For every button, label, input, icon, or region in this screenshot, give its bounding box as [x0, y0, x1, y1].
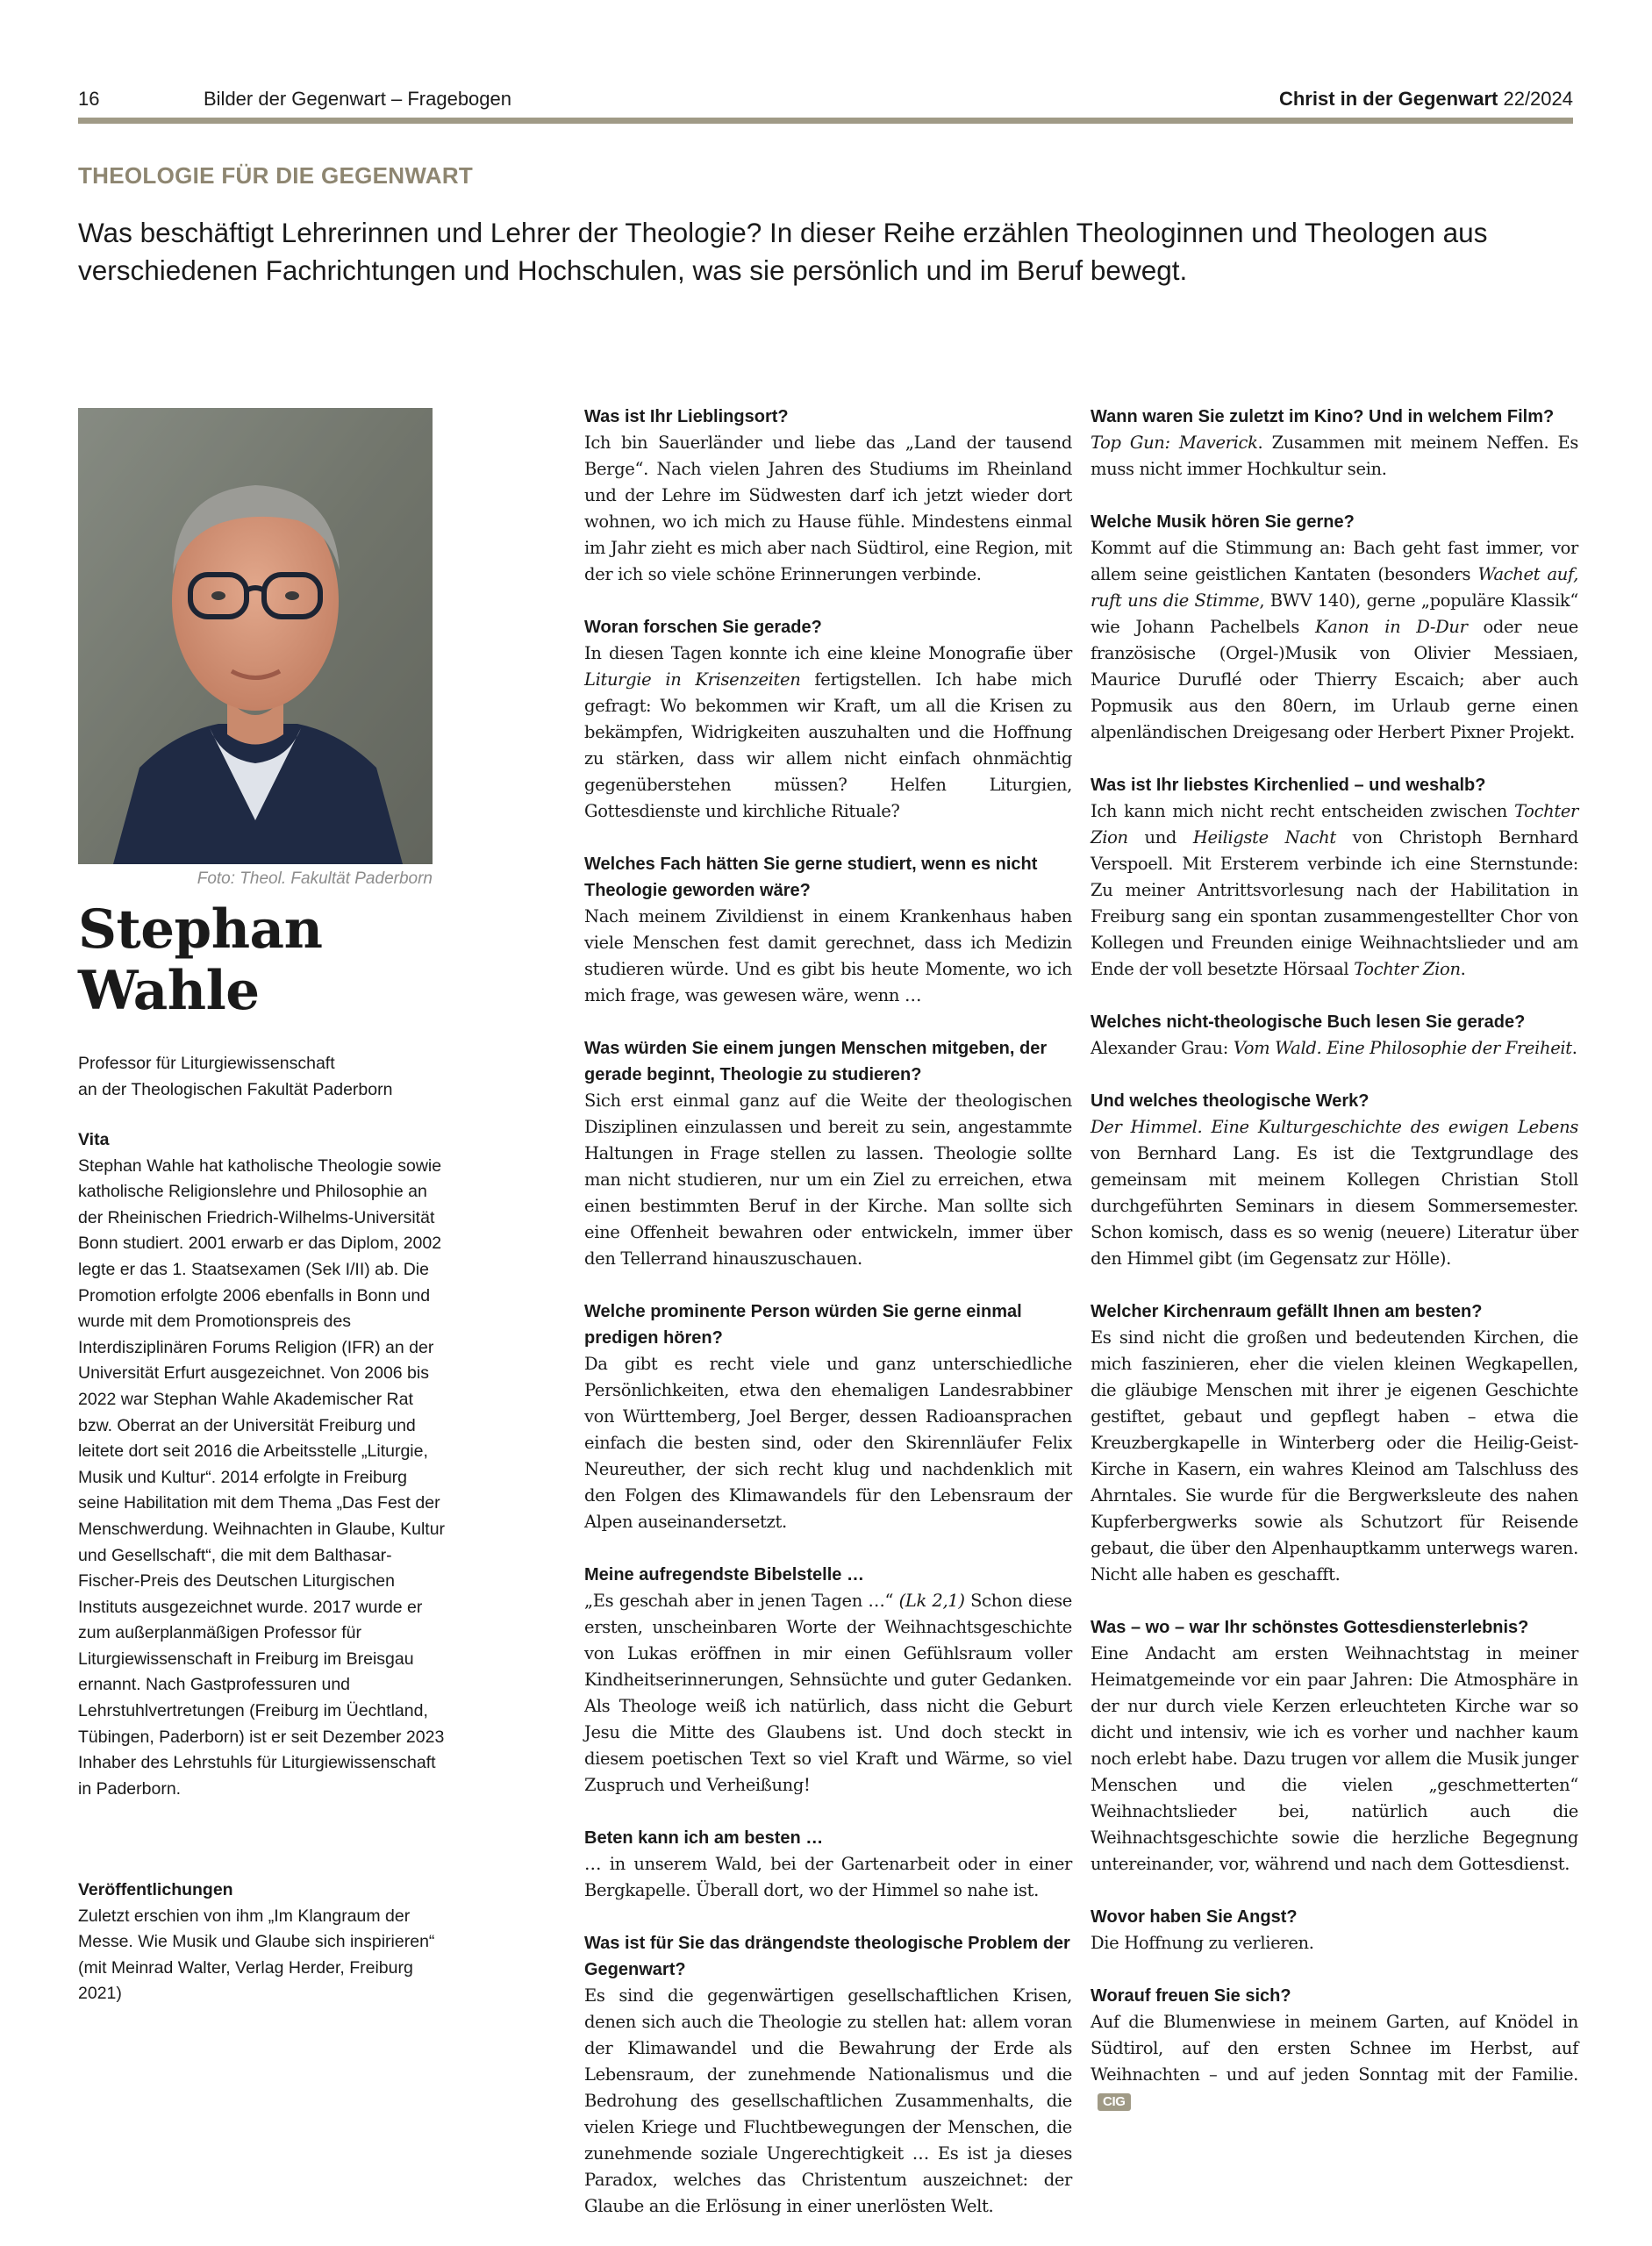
- question: Und welches theologische Werk?: [1091, 1091, 1370, 1111]
- answer: Ich bin Sauerländer und liebe das „Land der tausend Berge“. Nach vielen Jahren des Studiums im Rheinland und der Lehre im Südwesten darf ich jetzt wieder dort wohnen, wo ich mich zu Hause fühle. Mindestens einmal im Jahr zieht es mich aber nach Südtirol, eine Region, mit der ich so viele schöne Erinnerungen verbinde.: [584, 433, 1072, 584]
- publications-heading: Veröffentlichungen: [78, 1880, 233, 1899]
- answer: [584, 640, 1072, 825]
- person-name: [78, 899, 322, 1022]
- person-role: [78, 1050, 392, 1103]
- section-title: Bilder der Gegenwart – Fragebogen: [204, 88, 511, 110]
- answer: Es sind nicht die großen und bedeutenden Kirchen, die mich faszinieren, eher die vielen kleinen Wegkapellen, die gläubige Menschen mit ihrer je eigenen Geschichte gestiftet, gebaut und gepflegt haben – etwa die Kreuzbergkapelle in Winterberg oder die Heilig-Geist-Kirche in Kasern, ein wahres Kleinod am Talschluss des Ahrntales. Sie wurde für die Bergwerksleute des nahen Kupferbergwerks sowie als Schutzort für Reisende gebaut, die über den Alpenhauptkamm unterwegs waren. Nicht alle haben es geschafft.: [1091, 1327, 1578, 1584]
- film-title: Top Gun: Maverick: [1091, 433, 1258, 453]
- header-rule: [78, 118, 1573, 124]
- series-kicker: THEOLOGIE FÜR DIE GEGENWART: [78, 162, 474, 189]
- question: Worauf freuen Sie sich?: [1091, 1986, 1291, 2006]
- answer-text: von Christoph Bernhard Verspoell. Mit Ersterem verbinde ich eine Sternstunde: Zu meiner Antrittsvorlesung nach der Habilitation in Freiburg sang ein spontan zusammengestellter Chor von Kollegen und Freunden einige Weihnachtslieder und am Ende der voll besetzte Hörsaal: [1091, 827, 1578, 979]
- answer-text: oder neue französische (Orgel-)Musik von Olivier Messiaen, Maurice Duruflé oder Thierry Escaich; aber auch Popmusik aus den 80ern, im Urlaub gerne einen alpenländischen Dreigesang oder Herbert Pixner Projekt.: [1091, 617, 1578, 742]
- hymn-title: Tochter Zion: [1091, 801, 1578, 848]
- issue-number: 22/2024: [1503, 88, 1573, 110]
- answer-text: „Es geschah aber in jenen Tagen …“: [584, 1591, 899, 1611]
- music-title: Wachet auf, ruft uns die Stimme: [1091, 564, 1578, 611]
- answer-text: .: [1571, 1038, 1577, 1058]
- book-title: Vom Wald. Eine Philosophie der Freiheit: [1233, 1038, 1572, 1058]
- answer-text: , BWV 140), gerne „populäre Klassik“ wie Johann Pachelbels: [1091, 590, 1578, 637]
- question: Wann waren Sie zuletzt im Kino? Und in welchem Film?: [1091, 407, 1555, 426]
- question: Welche Musik hören Sie gerne?: [1091, 512, 1355, 532]
- series-intro: Was beschäftigt Lehrerinnen und Lehrer der Theologie? In dieser Reihe erzählen Theologinnen und Theologen aus verschiedenen Fachrichtungen und Hochschulen, was sie persönlich und im Beruf bewegt.: [78, 217, 1488, 286]
- question: Was ist Ihr liebstes Kirchenlied – und weshalb?: [1091, 776, 1486, 795]
- portrait-photo: [78, 408, 433, 864]
- photo-credit: Foto: Theol. Fakultät Paderborn: [197, 869, 433, 888]
- answer-text: Ich kann mich nicht recht entscheiden zwischen: [1091, 801, 1515, 821]
- answer-text: von Bernhard Lang. Es ist die Textgrundlage des gemeinsam mit meinem Kollegen Christian Stoll durchgeführten Seminars in diesem Sommersemester. Schon komisch, dass es so wenig (neuere) Literatur über den Himmel gibt (im Gegensatz zur Hölle).: [1091, 1143, 1578, 1269]
- question: Welches nicht-theologische Buch lesen Sie gerade?: [1091, 1012, 1526, 1032]
- question: Welche prominente Person würden Sie gerne einmal predigen hören?: [584, 1302, 1022, 1348]
- publications-text: Zuletzt erschien von ihm „Im Klangraum der Messe. Wie Musik und Glaube sich inspirieren“ (mit Meinrad Walter, Verlag Herder, Freiburg 2021): [78, 1906, 435, 2004]
- vita-heading: Vita: [78, 1130, 110, 1149]
- answer: … in unserem Wald, bei der Gartenarbeit oder in einer Bergkapelle. Überall dort, wo der Himmel so nahe ist.: [584, 1854, 1072, 1900]
- answer-text: . Zusammen mit meinem Neffen. Es muss nicht immer Hochkultur sein.: [1091, 433, 1579, 479]
- answer: Sich erst einmal ganz auf die Weite der theologischen Disziplinen einzulassen und bereit zu sein, angestammte Haltungen in Frage stellen zu lassen. Theologie sollte man nicht studieren, nur um ein Ziel zu erreichen, etwa einen bestimmten Beruf in der Kirche. Man sollte sich eine Offenheit bewahren oder entwickeln, immer über den Tellerrand hinauszuschauen.: [584, 1091, 1072, 1269]
- music-title: Kanon in D-Dur: [1314, 617, 1468, 637]
- question: Was würden Sie einem jungen Menschen mitgeben, der gerade beginnt, Theologie zu studieren?: [584, 1039, 1048, 1084]
- publications-block: [78, 1878, 447, 2007]
- answer-text: In diesen Tagen konnte ich eine kleine Monografie über: [584, 643, 1072, 663]
- vita-block: [78, 1127, 447, 1802]
- answer-text: Auf die Blumenwiese in meinem Garten, auf Knödel in Südtirol, auf den ersten Schnee im Herbst, auf Weihnachten – und auf jeden Sonntag mit der Familie.: [1091, 2012, 1578, 2085]
- question: Wovor haben Sie Angst?: [1091, 1907, 1298, 1927]
- answer: [1091, 1035, 1578, 1062]
- question: Beten kann ich am besten …: [584, 1828, 824, 1848]
- end-mark-badge: CIG: [1098, 2093, 1131, 2111]
- question: Was ist Ihr Lieblingsort?: [584, 407, 789, 426]
- vita-text: Stephan Wahle hat katholische Theologie sowie katholische Religionslehre und Philosophie an der Rheinischen Friedrich-Wilhelms-Universität Bonn studiert. 2001 erwarb er das Diplom, 2002 legte er das 1. Staatsexamen (Sek I/II) ab. Die Promotion erfolgte 2006 ebenfalls in Bonn und wurde mit dem Promotionspreis des Interdisziplinären Forums Religion (IFR) an der Universität Erfurt ausgezeichnet. Von 2006 bis 2022 war Stephan Wahle Akademischer Rat bzw. Oberrat an der Universität Freiburg und leitete dort seit 2016 die Arbeitsstelle „Liturgie, Musik und Kultur“. 2014 erfolgte in Freiburg seine Habilitation mit dem Thema „Das Fest der Menschwerdung. Weihnachten in Glaube, Kultur und Gesellschaft“, die mit dem Balthasar-Fischer-Preis des Deutschen Liturgischen Instituts ausgezeichnet wurde. 2017 wurde er zum außerplanmäßigen Professor für Liturgiewissenschaft in Freiburg im Breisgau ernannt. Nach Gastprofessuren und Lehrstuhlvertretungen (Freiburg im Üechtland, Tübingen, Paderborn) ist er seit Dezember 2023 Inhaber des Lehrstuhls für Liturgiewissenschaft in Paderborn.: [78, 1155, 446, 1799]
- question: Meine aufregendste Bibelstelle …: [584, 1565, 864, 1584]
- answer: [1091, 535, 1578, 746]
- interview-column-middle: [584, 404, 1072, 2246]
- hymn-title: Tochter Zion: [1354, 959, 1461, 979]
- answer-text: und: [1127, 827, 1193, 848]
- answer: Da gibt es recht viele und ganz unterschiedliche Persönlichkeiten, etwa den ehemaligen Landesrabbiner von Württemberg, Joel Berger, dessen Radioansprachen einfach die besten sind, oder den Skirennläufer Felix Neureuther, der sich recht klug und nachdenklich mit den Folgen des Klimawandels für den Lebensraum der Alpen auseinandersetzt.: [584, 1354, 1072, 1532]
- answer: [1091, 2009, 1578, 2114]
- answer: [584, 1588, 1072, 1799]
- bible-reference: (Lk 2,1): [898, 1591, 965, 1611]
- answer: [1091, 430, 1578, 483]
- answer: [1091, 1114, 1578, 1272]
- answer: Es sind die gegenwärtigen gesellschaftlichen Krisen, denen sich auch die Theologie zu stellen hat: allem voran der Klimawandel und die Bewahrung der Erde als Lebensraum, der zunehmende Nationalismus und die Bedrohung des gesellschaftlichen Zusammenhalts, die vielen Kriege und Fluchtbewegungen der Menschen, die zunehmende soziale Ungerechtigkeit … Es ist ja dieses Paradox, welches das Christentum auszeichnet: der Glaube an die Erlösung in einer unerlösten Welt.: [584, 1985, 1072, 2216]
- book-title: Der Himmel. Eine Kulturgeschichte des ewigen Lebens: [1091, 1117, 1578, 1137]
- role-line-1: Professor für Liturgiewissenschaft: [78, 1054, 335, 1073]
- person-first-name: Stephan: [78, 898, 323, 961]
- question: Was ist für Sie das drängendste theologische Problem der Gegenwart?: [584, 1934, 1070, 1979]
- answer-text: fertigstellen. Ich habe mich gefragt: Wo bekommen wir Kraft, um all die Krisen zu bekämpfen, Widrigkeiten auszuhalten und die Hoffnung zu stärken, dass wir allem nicht einfach ohnmächtig gegenüberstehen müssen? Helfen Liturgien, Gottesdienste und kirchliche Rituale?: [584, 669, 1072, 821]
- answer: Die Hoffnung zu verlieren.: [1091, 1933, 1314, 1953]
- answer-text: Schon diese ersten, unscheinbaren Worte der Weihnachtsgeschichte von Lukas eröffnen in mir einen Gefühlsraum voller Kindheitserinnerungen, Sehnsüchte und guter Gedanken. Als Theologe weiß ich natürlich, dass nicht die Geburt Jesu die Mitte des Glaubens ist. Und doch steckt in diesem poetischen Text so viel Kraft und Wärme, so viel Zuspruch und Verheißung!: [584, 1591, 1072, 1795]
- interview-column-right: [1091, 404, 1578, 2141]
- answer-text: Alexander Grau:: [1091, 1038, 1234, 1058]
- page-number: 16: [78, 88, 100, 110]
- hymn-title: Heiligste Nacht: [1192, 827, 1336, 848]
- question: Welches Fach hätten Sie gerne studiert, wenn es nicht Theologie geworden wäre?: [584, 855, 1038, 900]
- magazine-issue: [1279, 88, 1573, 111]
- question: Welcher Kirchenraum gefällt Ihnen am besten?: [1091, 1302, 1483, 1321]
- role-line-2: an der Theologischen Fakultät Paderborn: [78, 1080, 393, 1099]
- question: Was – wo – war Ihr schönstes Gottesdiensterlebnis?: [1091, 1618, 1529, 1637]
- answer: Nach meinem Zivildienst in einem Krankenhaus haben viele Menschen fest damit gerechnet, dass ich Medizin studieren würde. Und es gibt bis heute Momente, wo ich mich frage, was gewesen wäre, wenn …: [584, 906, 1072, 1005]
- page-header: [78, 88, 1573, 114]
- question: Woran forschen Sie gerade?: [584, 618, 822, 637]
- answer: Eine Andacht am ersten Weihnachtstag in meiner Heimatgemeinde vor ein paar Jahren: Die Atmosphäre in der nur durch viele Kerzen erleuchteten Kirche war so dicht und intensiv, wie ich es vorher und nachher kaum noch erlebt habe. Dazu trugen vor allem die Musik junger Menschen und die vielen „geschmetterten“ Weihnachtslieder bei, natürlich auch die Weihnachtsgeschichte sowie die herzliche Begegnung untereinander, vor, während und nach dem Gottesdienst.: [1091, 1643, 1578, 1874]
- answer-text: .: [1460, 959, 1466, 979]
- book-title: Liturgie in Krisenzeiten: [584, 669, 801, 690]
- person-last-name: Wahle: [78, 960, 260, 1022]
- magazine-name: Christ in der Gegenwart: [1278, 88, 1498, 110]
- answer-text: Kommt auf die Stimmung an: Bach geht fast immer, vor allem seine geistlichen Kantaten (besonders: [1091, 538, 1578, 584]
- answer: [1091, 798, 1578, 983]
